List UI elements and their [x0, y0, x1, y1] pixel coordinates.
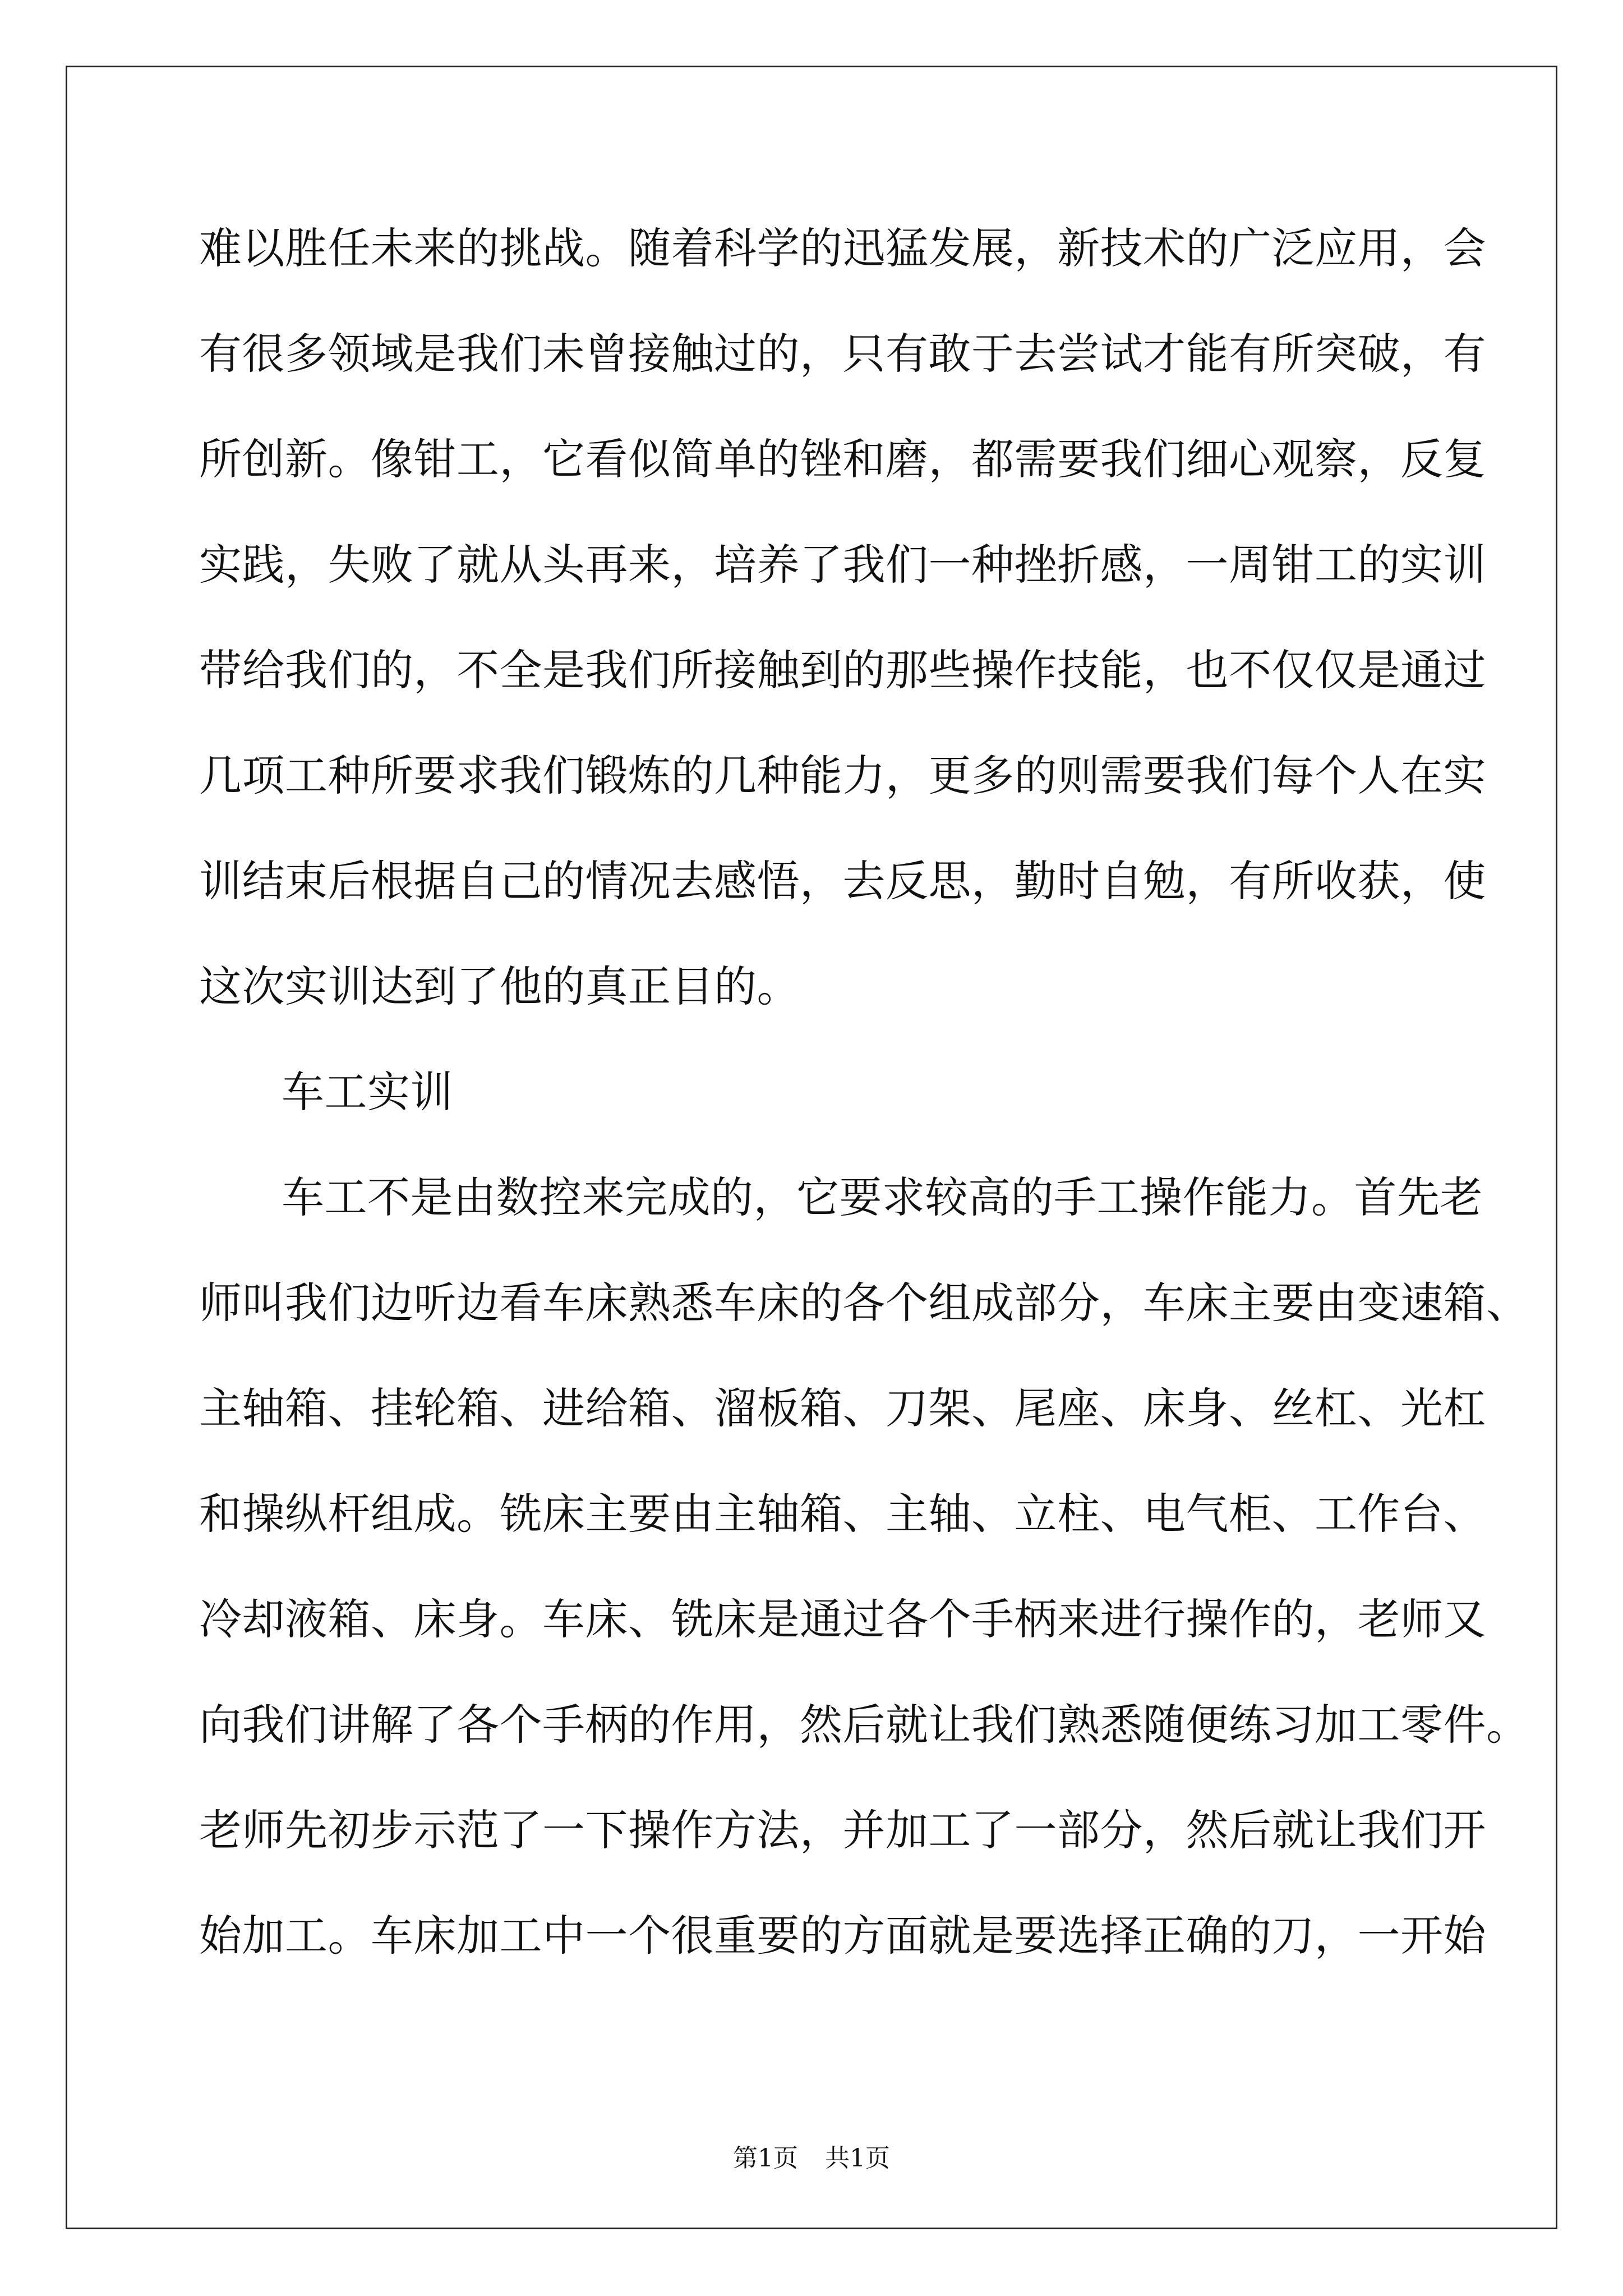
paragraph-line: 难以胜任未来的挑战。随着科学的迅猛发展，新技术的广泛应用，会: [199, 223, 1486, 273]
paragraph-line: 向我们讲解了各个手柄的作用，然后就让我们熟悉随便练习加工零件。: [199, 1700, 1529, 1750]
paragraph-line: 始加工。车床加工中一个很重要的方面就是要选择正确的刀，一开始: [199, 1911, 1486, 1961]
paragraph-line: 车工不是由数控来完成的，它要求较高的手工操作能力。首先老: [282, 1172, 1483, 1222]
page-total: 共1页: [825, 2144, 890, 2173]
section-heading: 车工实训: [282, 1067, 453, 1117]
paragraph-line: 这次实训达到了他的真正目的。: [199, 961, 800, 1011]
page-number: 第1页: [733, 2144, 798, 2173]
paragraph-line: 有很多领域是我们未曾接触过的，只有敢于去尝试才能有所突破，有: [199, 329, 1486, 379]
page-border: [66, 66, 1557, 2229]
paragraph-line: 主轴箱、挂轮箱、进给箱、溜板箱、刀架、尾座、床身、丝杠、光杠: [199, 1383, 1486, 1433]
paragraph-line: 所创新。像钳工，它看似简单的锉和磨，都需要我们细心观察，反复: [199, 434, 1486, 484]
paragraph-line: 和操纵杆组成。铣床主要由主轴箱、主轴、立柱、电气柜、工作台、: [199, 1489, 1486, 1539]
paragraph-line: 几项工种所要求我们锻炼的几种能力，更多的则需要我们每个人在实: [199, 751, 1486, 800]
paragraph-line: 实践，失败了就从头再来，培养了我们一种挫折感，一周钳工的实训: [199, 540, 1486, 590]
paragraph-line: 师叫我们边听边看车床熟悉车床的各个组成部分，车床主要由变速箱、: [199, 1278, 1529, 1328]
paragraph-line: 老师先初步示范了一下操作方法，并加工了一部分，然后就让我们开: [199, 1805, 1486, 1855]
paragraph-line: 冷却液箱、床身。车床、铣床是通过各个手柄来进行操作的，老师又: [199, 1594, 1486, 1644]
page-footer: [0, 2142, 1623, 2175]
paragraph-line: 带给我们的，不全是我们所接触到的那些操作技能，也不仅仅是通过: [199, 645, 1486, 695]
paragraph-line: 训结束后根据自己的情况去感悟，去反思，勤时自勉，有所收获，使: [199, 856, 1486, 906]
